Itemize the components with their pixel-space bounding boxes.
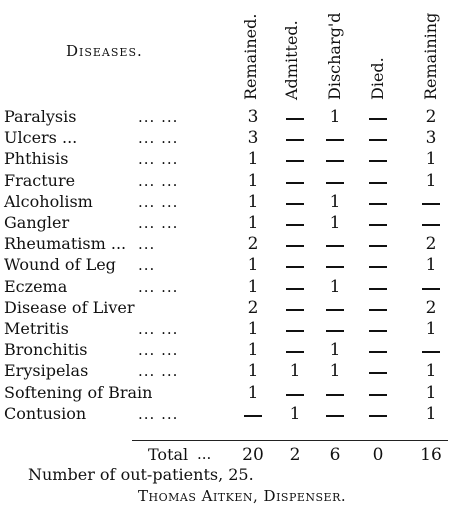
leader-dots: ... ...	[138, 171, 179, 190]
total-discharged: 6	[329, 445, 341, 465]
outpatients-note: Number of out-patients, 25.	[28, 465, 254, 484]
cell-dash	[369, 118, 387, 120]
disease-name: Softening of Brain	[4, 382, 153, 402]
cell-remained: 1	[247, 170, 259, 191]
cell-dash	[369, 139, 387, 141]
cell-remaining: 2	[425, 234, 437, 255]
cell-admitted: 1	[289, 361, 301, 382]
cell-remaining: 2	[425, 297, 437, 318]
cell-dash	[369, 394, 387, 396]
total-label: Total	[148, 445, 189, 464]
cell-dash	[286, 245, 304, 247]
cell-dash	[326, 394, 344, 396]
cell-dash	[369, 245, 387, 247]
cell-dash	[422, 203, 440, 205]
cell-remained: 1	[247, 319, 259, 339]
leader-dots: ... ...	[138, 320, 179, 338]
total-remained: 20	[242, 445, 264, 465]
cell-discharged: 1	[329, 191, 341, 212]
cell-dash	[369, 160, 387, 162]
cell-dash	[286, 139, 304, 141]
cell-remaining: 1	[425, 319, 437, 339]
cell-dash	[369, 309, 387, 311]
disease-name: Disease of Liver	[4, 297, 135, 317]
cell-remained: 1	[247, 191, 259, 212]
leader-dots: ... ...	[138, 362, 179, 381]
cell-discharged: 1	[329, 361, 341, 382]
total-remaining: 16	[420, 445, 442, 465]
cell-remained: 1	[247, 213, 259, 233]
cell-discharged: 1	[329, 213, 341, 233]
cell-remaining: 1	[425, 170, 437, 191]
cell-dash	[326, 330, 344, 332]
column-header-died: Died.	[368, 57, 387, 100]
cell-discharged: 1	[329, 107, 341, 127]
cell-remained: 2	[247, 297, 259, 318]
cell-dash	[326, 139, 344, 141]
leader-dots: ... ...	[138, 341, 179, 360]
cell-remaining: 1	[425, 382, 437, 403]
cell-dash	[326, 160, 344, 162]
leader-dots: ... ...	[138, 404, 179, 423]
cell-remained: 3	[247, 128, 259, 149]
cell-dash	[286, 266, 304, 268]
disease-name: Fracture	[4, 170, 76, 190]
cell-dash	[244, 415, 262, 417]
leader-dots: ... ...	[138, 150, 179, 169]
cell-dash	[422, 288, 440, 290]
leader-dots: ... ...	[138, 129, 179, 148]
cell-dash	[369, 330, 387, 332]
leader-dots: ...	[138, 256, 156, 275]
cell-remaining: 1	[425, 255, 437, 276]
cell-dash	[286, 160, 304, 162]
total-admitted: 2	[289, 445, 301, 465]
cell-dash	[326, 245, 344, 247]
cell-dash	[326, 182, 344, 184]
cell-dash	[369, 351, 387, 353]
cell-dash	[369, 415, 387, 417]
cell-dash	[326, 266, 344, 268]
disease-name: Wound of Leg	[4, 255, 116, 275]
cell-dash	[369, 288, 387, 290]
cell-dash	[286, 224, 304, 226]
cell-dash	[286, 118, 304, 120]
cell-remained: 1	[247, 276, 259, 297]
diseases-header: Diseases.	[66, 42, 143, 60]
disease-name: Erysipelas	[4, 361, 89, 381]
cell-dash	[286, 394, 304, 396]
disease-name: Rheumatism ...	[4, 234, 127, 254]
cell-remaining: 1	[425, 403, 437, 424]
cell-dash	[326, 415, 344, 417]
disease-name: Paralysis	[4, 107, 77, 126]
cell-remaining: 1	[425, 149, 437, 170]
cell-remained: 1	[247, 255, 259, 276]
cell-dash	[286, 182, 304, 184]
cell-dash	[369, 266, 387, 268]
cell-dash	[286, 330, 304, 332]
cell-remaining: 1	[425, 361, 437, 382]
column-header-remained: Remained.	[241, 13, 260, 100]
leader-dots: ... ...	[138, 214, 179, 232]
cell-remained: 1	[247, 340, 259, 361]
cell-remained: 1	[247, 149, 259, 170]
column-header-discharged: Discharg'd	[325, 12, 344, 100]
cell-dash	[286, 309, 304, 311]
total-rule	[132, 440, 448, 441]
leader-dots: ... ...	[138, 277, 179, 296]
disease-name: Metritis	[4, 319, 69, 338]
cell-remaining: 2	[425, 107, 437, 127]
total-died: 0	[372, 445, 384, 465]
column-header-remaining: Remaining	[421, 12, 440, 100]
total-dots: ...	[197, 445, 212, 463]
cell-dash	[369, 182, 387, 184]
disease-name: Gangler	[4, 213, 70, 232]
leader-dots: ... ...	[138, 108, 179, 126]
cell-dash	[422, 351, 440, 353]
disease-name: Phthisis	[4, 149, 69, 169]
disease-name: Contusion	[4, 403, 87, 423]
cell-remained: 1	[247, 382, 259, 403]
cell-dash	[369, 224, 387, 226]
cell-dash	[286, 351, 304, 353]
disease-name: Bronchitis	[4, 340, 88, 360]
disease-name: Ulcers ...	[4, 128, 78, 148]
cell-dash	[286, 203, 304, 205]
cell-dash	[369, 203, 387, 205]
cell-admitted: 1	[289, 403, 301, 424]
cell-discharged: 1	[329, 276, 341, 297]
cell-dash	[369, 372, 387, 374]
cell-remaining: 3	[425, 128, 437, 149]
column-header-admitted: Admitted.	[282, 20, 301, 100]
cell-dash	[326, 309, 344, 311]
dispenser-signature: Thomas Aitken, Dispenser.	[138, 487, 347, 505]
cell-remained: 1	[247, 361, 259, 382]
disease-name: Alcoholism	[4, 191, 93, 211]
cell-dash	[422, 224, 440, 226]
leader-dots: ...	[138, 235, 156, 254]
cell-discharged: 1	[329, 340, 341, 361]
cell-remained: 3	[247, 107, 259, 127]
cell-remained: 2	[247, 234, 259, 255]
disease-name: Eczema	[4, 276, 68, 296]
leader-dots: ... ...	[138, 192, 179, 211]
cell-dash	[286, 288, 304, 290]
